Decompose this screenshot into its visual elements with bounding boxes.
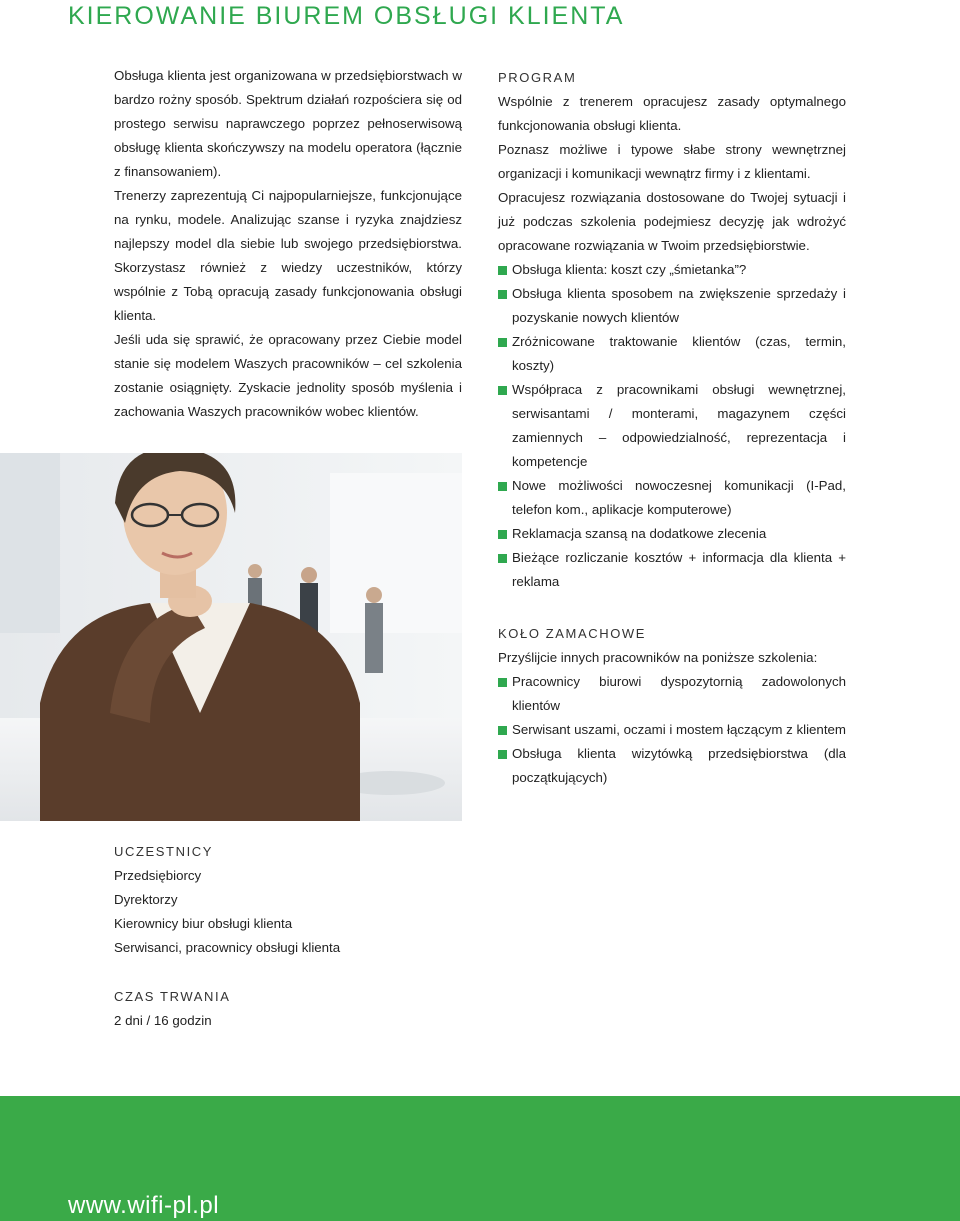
program-paragraph: Opracujesz rozwiązania dostosowane do Twojej sytuacji i już podczas szkolenia podejmiesz decyzję jak wdrożyć opracowane rozwiązania w Twoim przedsiębiorstwie.	[498, 190, 846, 253]
page-title: KIEROWANIE BIUREM OBSŁUGI KLIENTA	[68, 2, 625, 30]
website-link[interactable]: www.wifi-pl.pl	[68, 1192, 220, 1219]
bullet-square-icon	[498, 750, 507, 759]
uczestnicy-item: Przedsiębiorcy	[114, 868, 202, 883]
program-bullet: Obsługa klienta: koszt czy „śmietanka”?	[498, 258, 846, 282]
office-photo	[0, 453, 462, 821]
kolo-bullet: Obsługa klienta wizytówką przedsiębiorstwa (dla początkujących)	[498, 742, 846, 790]
kolo-zamachowe-section	[498, 622, 846, 790]
program-heading: PROGRAM	[498, 70, 577, 85]
kolo-bullet: Pracownicy biurowi dyspozytornią zadowolonych klientów	[498, 670, 846, 718]
bullet-square-icon	[498, 266, 507, 275]
czas-value: 2 dni / 16 godzin	[114, 1013, 212, 1028]
bullet-square-icon	[498, 726, 507, 735]
bullet-square-icon	[498, 290, 507, 299]
program-bullet: Zróżnicowane traktowanie klientów (czas, termin, koszty)	[498, 330, 846, 378]
bullet-square-icon	[498, 386, 507, 395]
czas-heading: CZAS TRWANIA	[114, 989, 231, 1004]
kolo-bullet: Serwisant uszami, oczami i mostem łączącym z klientem	[498, 718, 846, 742]
kolo-lead: Przyślijcie innych pracowników na poniższe szkolenia:	[498, 650, 818, 665]
uczestnicy-item: Dyrektorzy	[114, 892, 178, 907]
program-bullet: Nowe możliwości nowoczesnej komunikacji (I-Pad, telefon kom., aplikacje komputerowe)	[498, 474, 846, 522]
bullet-square-icon	[498, 554, 507, 563]
bullet-square-icon	[498, 678, 507, 687]
bullet-square-icon	[498, 530, 507, 539]
intro-paragraph: Obsługa klienta jest organizowana w przedsiębiorstwach w bardzo rożny sposób. Spektrum działań rozpościera się od prostego serwisu naprawczego poprzez pełnoserwisową obsługę klienta skończywszy na modelu operatora (łącznie z finansowaniem).	[114, 68, 462, 179]
czas-trwania-section	[114, 985, 462, 1033]
program-bullet: Współpraca z pracownikami obsługi wewnętrznej, serwisantami / monterami, magazynem części zamiennych – odpowiedzialność, reprezentacja i kompetencje	[498, 378, 846, 474]
uczestnicy-section	[114, 840, 462, 960]
bullet-square-icon	[498, 338, 507, 347]
uczestnicy-item: Kierownicy biur obsługi klienta	[114, 916, 293, 931]
intro-text	[114, 64, 462, 424]
program-bullet: Reklamacja szansą na dodatkowe zlecenia	[498, 522, 846, 546]
program-bullet: Obsługa klienta sposobem na zwiększenie sprzedaży i pozyskanie nowych klientów	[498, 282, 846, 330]
bullet-square-icon	[498, 482, 507, 491]
program-section	[498, 66, 846, 594]
intro-paragraph: Jeśli uda się sprawić, że opracowany przez Ciebie model stanie się modelem Waszych pracowników – cel szkolenia zostanie osiągnięty. Zyskacie jednolity sposób myślenia i zachowania Waszych pracowników wobec klientów.	[114, 332, 462, 419]
program-paragraph: Wspólnie z trenerem opracujesz zasady optymalnego funkcjonowania obsługi klienta.	[498, 94, 846, 133]
uczestnicy-heading: UCZESTNICY	[114, 844, 214, 859]
program-paragraph: Poznasz możliwe i typowe słabe strony wewnętrznej organizacji i komunikacji wewnątrz firmy i z klientami.	[498, 142, 846, 181]
intro-paragraph: Trenerzy zaprezentują Ci najpopularniejsze, funkcjonujące na rynku, modele. Analizując szanse i ryzyka znajdziesz najlepszy model dla siebie lub swojego przedsiębiorstwa. Skorzystasz również z wiedzy uczestników, którzy wspólnie z Tobą opracują zasady funkcjonowania obsługi klienta.	[114, 188, 462, 323]
program-bullet: Bieżące rozliczanie kosztów + informacja dla klienta + reklama	[498, 546, 846, 594]
uczestnicy-item: Serwisanci, pracownicy obsługi klienta	[114, 940, 341, 955]
businesswoman-image	[0, 453, 462, 821]
kolo-heading: KOŁO ZAMACHOWE	[498, 626, 647, 641]
